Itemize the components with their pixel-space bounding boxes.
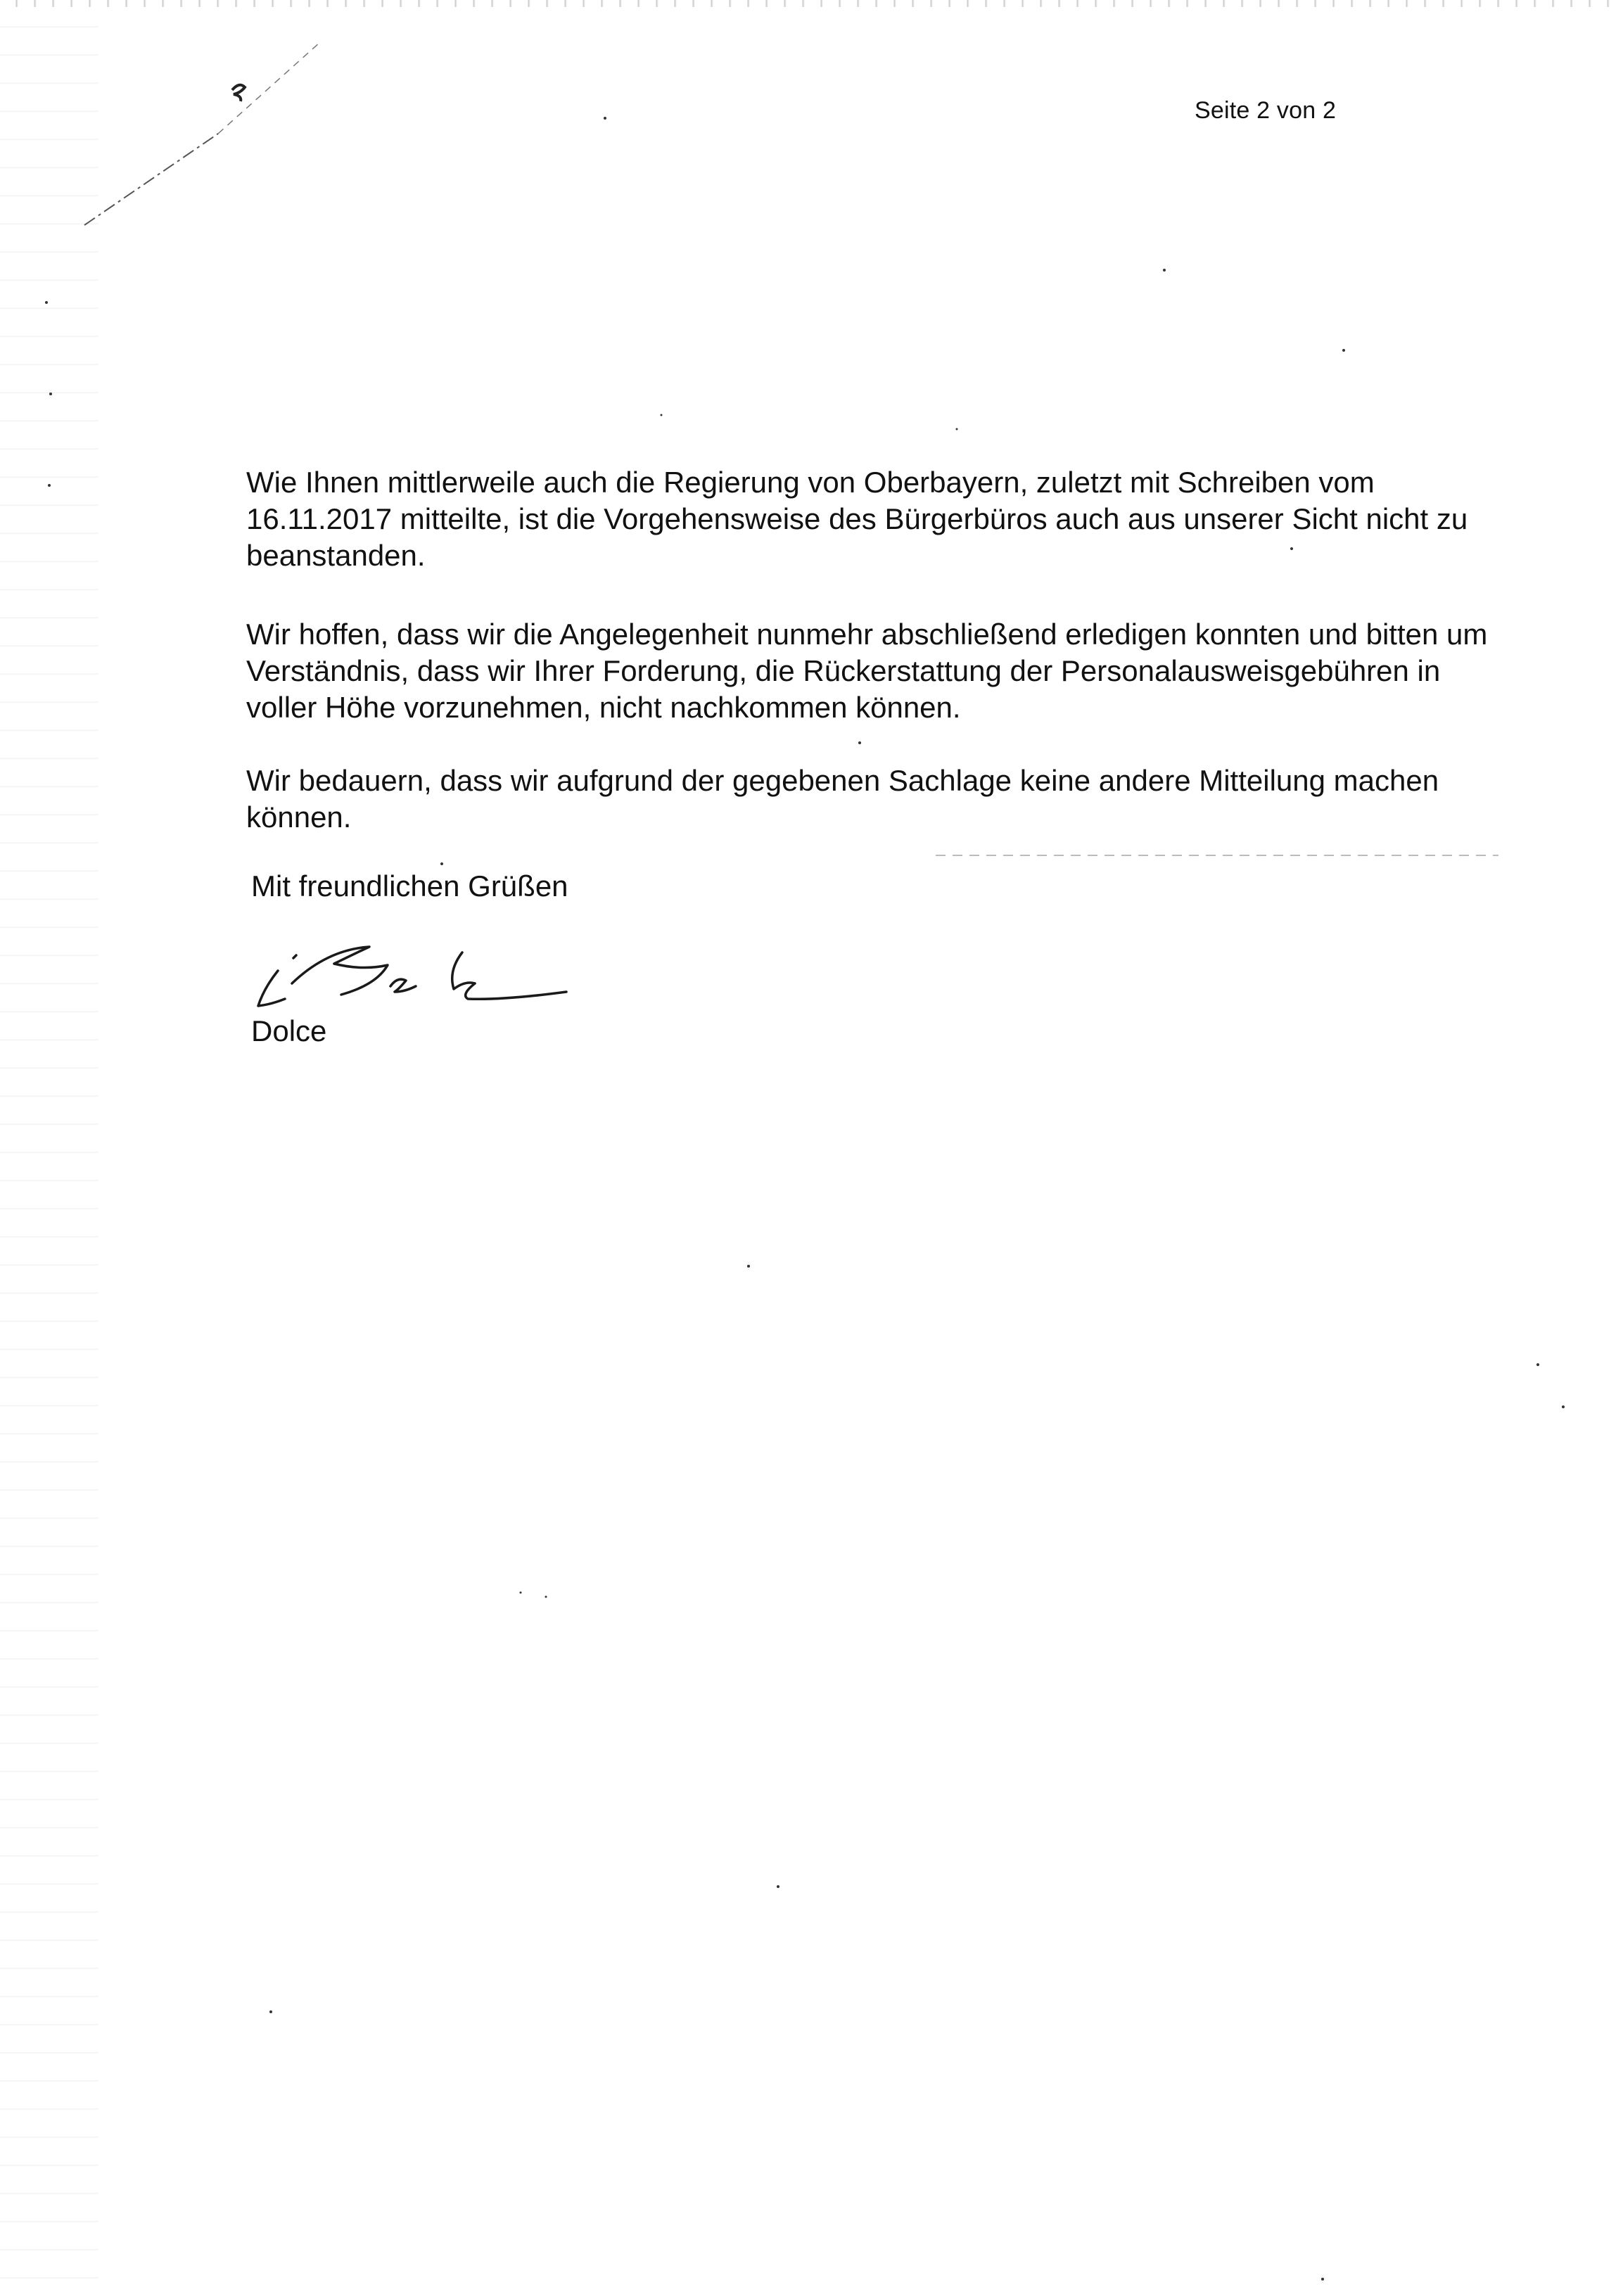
page-number: Seite 2 von 2 [1195, 97, 1337, 124]
closing-salutation: Mit freundlichen Grüßen [251, 869, 568, 903]
paragraph-2: Wir hoffen, dass wir die Angelegenheit nunmehr abschließend erledigen konnten und bitten um Verständnis, dass wir Ihrer Forderung, die Rückerstattung der Personalausweisgebühren in voller Höhe vorzunehmen, nicht nachkommen können. [246, 618, 1488, 724]
signer-name: Dolce [251, 1014, 327, 1047]
paragraph-1: Wie Ihnen mittlerweile auch die Regierung von Oberbayern, zuletzt mit Schreiben vom 16.11.2017 mitteilte, ist die Vorgehensweise des Bürgerbüros auch aus unserer Sicht nicht zu beanstanden. [246, 466, 1468, 572]
paragraph-3: Wir bedauern, dass wir aufgrund der gegebenen Sachlage keine andere Mitteilung machen können. [246, 764, 1439, 834]
